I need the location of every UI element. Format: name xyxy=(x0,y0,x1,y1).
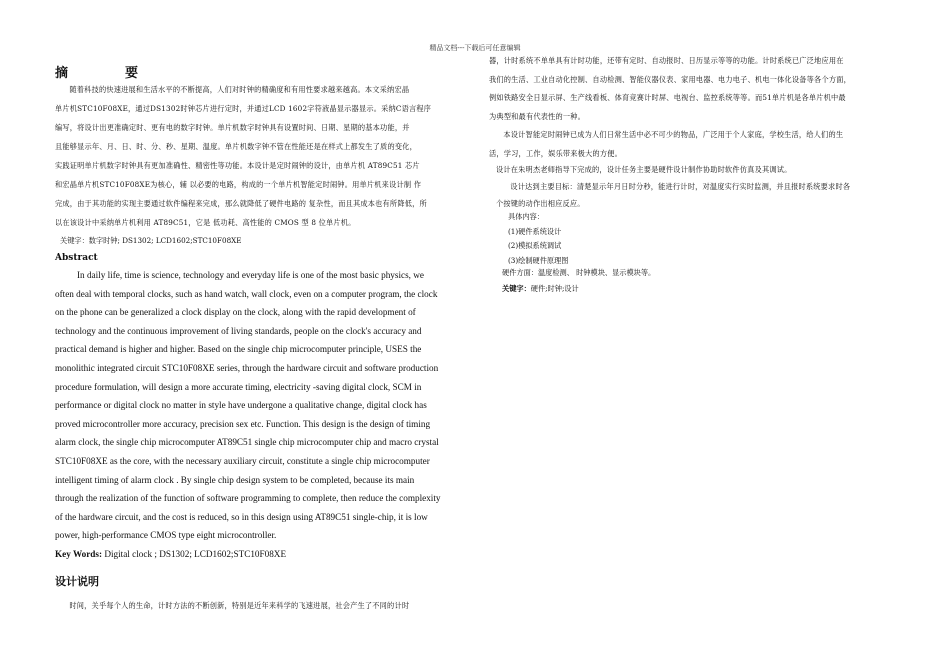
abstract-en-line: performance or digital clock no matter in style have undergone a qualitative change, digital clock has xyxy=(55,400,427,411)
abstract-en-line: alarm clock, the single chip microcomputer AT89C51 single chip microcomputer chip and macro crystal xyxy=(55,437,439,448)
design-line: 时间，关乎每个人的生命，计时方法的不断创新，特别是近年来科学的飞速进展，社会产生了不同的计时 xyxy=(69,601,410,610)
abstract-cn-title: 摘 要 xyxy=(55,66,161,81)
abstract-en-line: In daily life, time is science, technology and everyday life is one of the most basic physics, we xyxy=(77,270,424,280)
keywords-right xyxy=(502,284,579,294)
abstract-en-line: STC10F08XE as the core, with the necessary auxiliary circuit, constitute a single chip microcomputer xyxy=(55,455,430,466)
abstract-cn-line: 实践证明单片机数字时钟具有更加准确性、精密性等功能。本设计是定时闹钟的设计，由单片机 AT89C51 芯片 xyxy=(55,161,420,170)
abstract-en-line: of the hardware circuit, and the cost is reduced, so in this design using AT89C51 single-chip, it is low xyxy=(55,511,428,522)
keywords-en-value: Digital clock ; DS1302; LCD1602;STC10F08XE xyxy=(104,549,287,559)
right-para1-line: 为典型和最有代表性的一种。 xyxy=(489,111,586,121)
abstract-cn-line: 以在该设计中采纳单片机利用 AT89C51，它是 低功耗、高性能的 CMOS 型 8 位单片机。 xyxy=(55,218,356,227)
abstract-en-line: monolithic integrated circuit STC10F08XE series, through the hardware circuit and software production xyxy=(55,362,439,373)
hardware-line: 硬件方面：温度检测、 时钟模块、显示模块等。 xyxy=(502,268,656,277)
content-list xyxy=(508,210,569,268)
design-body xyxy=(55,596,460,615)
abstract-en-line: procedure formulation, will design a more accurate timing, electricity -saving digital clock, SCM in xyxy=(55,381,422,392)
abstract-en-line: on the phone can be generalized a clock display on the clock, along with the rapid development of xyxy=(55,307,416,318)
abstract-en-line: through the realization of the function of software programming to complete, then reduce the complexity xyxy=(55,493,441,504)
abstract-cn-line: 和宏晶单片机STC10F08XE为核心，辅 以必要的电路，构成的一个单片机智能定时闹钟。用单片机来设计制 作 xyxy=(55,180,422,189)
abstract-cn-line: 且能够显示年、月、日、时、分、秒、星期、温度。单片机数字钟不管在性能还是在样式上都发生了质的变化， xyxy=(55,142,417,151)
content-title: 具体内容： xyxy=(508,212,544,221)
right-para2-line: 活，学习，工作，娱乐带来极大的方便。 xyxy=(489,148,622,158)
abstract-cn-line: 随着科技的快速进展和生活水平的不断提高，人们对时钟的精确度和有用性要求越来越高。本文采纳宏晶 xyxy=(69,85,410,94)
task-body xyxy=(496,161,896,212)
task-line: 个按键的动作出相应反应。 xyxy=(496,199,585,208)
right-para2-line: 本设计智能定时闹钟已成为人们日常生活中必不可少的物品，广泛用于个人家庭，学校生活，给人们的生 xyxy=(503,130,844,140)
keywords-en-label: Key Words: xyxy=(55,549,103,559)
right-para1-line: 例如铁路安全日显示屏、生产线看板、体育竞赛计时屏、电视台、监控系统等等。而51单片机是各单片机中最 xyxy=(489,93,846,103)
abstract-en-title: Abstract xyxy=(55,253,98,263)
right-para1-line: 我们的生活、工业自动化控制、自动检测、智能仪器仪表、家用电器、电力电子、机电一体化设备等各个方面， xyxy=(489,74,851,84)
abstract-en-line: technology and the continuous improvement of living standards, people on the clock's accuracy and xyxy=(55,325,422,336)
abstract-en-body xyxy=(55,266,460,545)
abstract-en-line: often deal with temporal clocks, such as hand watch, wall clock, even on a computer program, the clock xyxy=(55,288,438,299)
abstract-cn-line: 单片机STC10F08XE，通过DS1302时钟芯片进行定时，并通过LCD 1602字符液晶显示器显示。采纳C语言程序 xyxy=(55,104,432,113)
abstract-en-line: intelligent timing of alarm clock . By single chip design system to be completed, because its main xyxy=(55,474,415,485)
content-item: (1)硬件系统设计 xyxy=(508,226,562,236)
abstract-cn-line: 编写，将设计出更准确定时、更有电的数字时钟。单片机数字时钟具有设置时间、日期、星期的基本功能，并 xyxy=(55,123,410,132)
design-title: 设计说明 xyxy=(55,575,99,588)
abstract-en-line: practical demand is higher and higher. Based on the single chip microcomputer principle, USES the xyxy=(55,344,422,355)
content-item: (3)绘制硬件原理图 xyxy=(508,255,569,265)
keywords-cn: 关键字：数字时钟; DS1302; LCD1602;STC10F08XE xyxy=(60,236,242,245)
task-line: 设计在朱明杰老师指导下完成的，设计任务主要是硬件设计制作协助时软件仿真及其调试。 xyxy=(496,165,792,174)
abstract-cn-body xyxy=(55,80,460,232)
page-header: 精品文档---下载后可任意编辑 xyxy=(429,44,521,52)
keywords-en xyxy=(55,549,286,559)
right-para1-line: 器，计时系统不单单具有计时功能，还带有定时、自动报时、日历显示等等的功能。计时系统已广泛地应用在 xyxy=(489,56,844,65)
keywords-right-label: 关键字： xyxy=(502,284,531,293)
abstract-cn-line: 完成，由于其功能的实现主要通过软件编程来完成，那么就降低了硬件电路的 复杂性，而且其成本也有所降低，所 xyxy=(55,199,427,208)
keywords-right-value: 硬件;时钟;设计 xyxy=(530,284,579,293)
abstract-en-line: proved microcontroller more accuracy, precision sex etc. Function. This design is the design of timing xyxy=(55,418,431,429)
content-item: (2)模拟系统调试 xyxy=(508,241,562,250)
task-line: 设计达到主要目标：清楚显示年月日时分秒，能进行计时，对温度实行实时监测，并且报时系统要求时各 xyxy=(510,182,851,191)
abstract-en-line: power, high-performance CMOS type eight microcontroller. xyxy=(55,530,277,541)
right-body xyxy=(489,52,899,164)
